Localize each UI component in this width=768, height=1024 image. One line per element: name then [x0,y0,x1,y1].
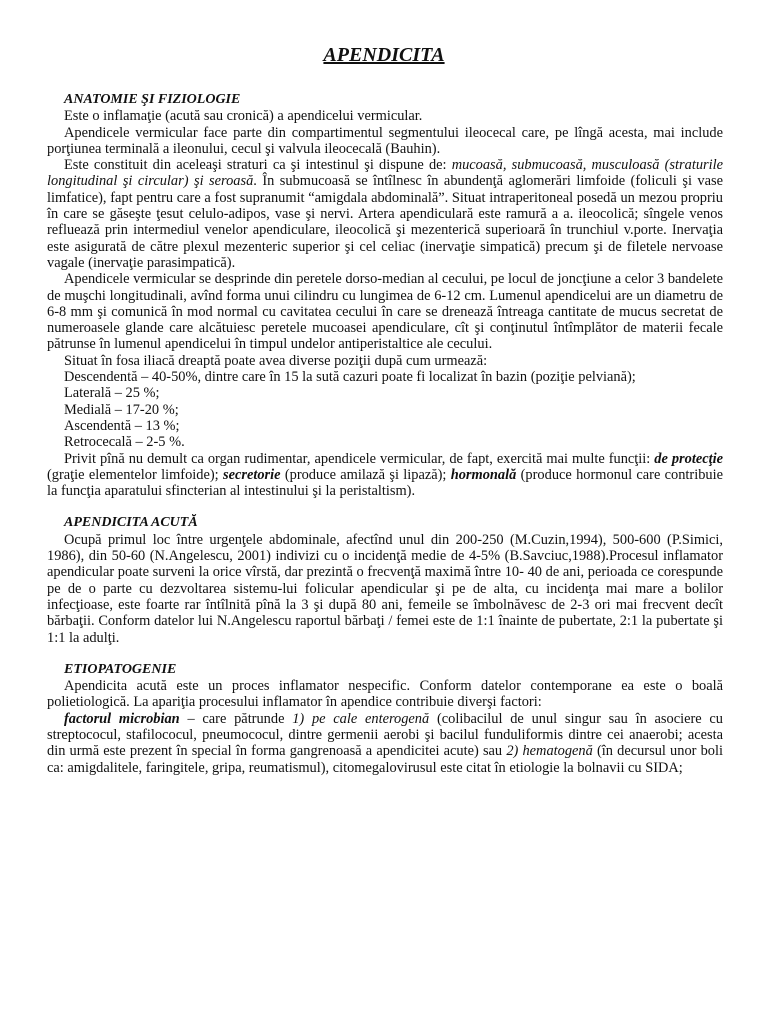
position-item: Laterală – 25 %; [64,385,160,402]
section-heading-anatomie: ANATOMIE ŞI FIZIOLOGIE [64,92,241,107]
emphasis-text: 1) pe cale enterogenă [292,710,430,727]
spacer [47,499,723,515]
paragraph: Este o inflamaţie (acută sau cronică) a apendicelui vermicular. [64,108,423,125]
emphasis-text: 2) hematogenă [506,743,593,760]
section-heading-etiopatogenie: ETIOPATOGENIE [64,661,177,677]
position-item: Ascendentă – 13 %; [64,417,180,434]
paragraph: Privit pînă nu demult ca organ rudimentar, apendicele vermicular, de fapt, exercită mai multe funcţii: de protecţie (graţie elementelor limfoide); secretorie (produce amilază şi lipază); hormonală (produce hormonul care contribuie la funcţia aparatului sfincterian al intestinului şi la peristaltism). [47,450,724,500]
emphasis-text: hormonală [450,466,517,483]
emphasis-text: factorul microbian [64,710,180,727]
paragraph: Ocupă primul loc între urgenţele abdominale, afectînd unul din 200-250 (M.Cuzin,1994), 500-600 (P.Simici, 1986), din 50-60 (N.Angelescu, 2001) indivizi cu o incidenţă medie de 4-5% (B.Savciuc,1988).Procesul inflamator apendicular poate surveni la orice vîrstă, dar prezintă o frecvenţă maximă între 10- 40 de ani, perioada ce corespunde pe de o parte cu dezvoltarea sistemu-lui folicular apendicular şi pe de alta, cu incidenţa mai mare a bolilor infecţioase, este foarte rar întîlnită pînă la 3 şi după 80 ani, femeile se îmbolnăvesc de 2-3 ori mai frecvent decît bărbaţii. Conform datelor lui N.Angelescu raportul bărbaţi / femei este de 1:1 înainte de pubertate, 2:1 la pubertate şi 1:1 la adulţi. [47,531,723,646]
paragraph: factorul microbian – care pătrunde 1) pe cale enterogenă (colibacilul de unul singur sau în asociere cu streptococul, stafilococul, pneumococul, dintre germenii aerobi şi bacilul funduliformis dintre cei anaerobi; acesta din urmă este prezent în special în forma gangrenoasă a apendicitei acute) sau 2) hematogenă (în decursul unor boli ca: amigdalitele, faringitele, gripa, reumatismul), citomegalovirusul este citat în etiologie la bolnavii cu SIDA; [47,710,723,776]
paragraph: Apendicele vermicular se desprinde din peretele dorso-median al cecului, pe locul de joncţiune a celor 3 bandelete de muşchi longitudinali, avînd forma unui cilindru cu lungimea de 6-12 cm. Lumenul apendicelui are un diametru de 6-8 mm şi comunică în mod normal cu cavitatea cecului în care se drenează întreaga cantitate de mucus secretat de numeroasele glande care alcătuiesc peretele mucoasei apendiculare, cît şi conţinutul întîmplător de materii fecale pătrunse în lumenul apendicelui în timpul undelor antiperistaltice ale cecului. [47,271,723,353]
paragraph: Situat în fosa iliacă dreaptă poate avea diverse poziţii după cum urmează: [64,352,488,369]
section-heading-acuta: APENDICITA ACUTĂ [64,515,198,531]
position-item: Retrocecală – 2-5 %. [64,434,185,451]
emphasis-text: mucoasă, submucoasă, musculoasă (straturile longitudinal şi circular) şi seroasă [47,157,723,190]
paragraph: Apendicele vermicular face parte din compartimentul segmentului ileocecal care, pe lîngă acesta, mai include porţiunea terminală a ileonului, cecul şi valvula ileocecală (Bauhin). [47,124,723,157]
document-body [47,92,723,776]
spacer [47,646,723,662]
paragraph: Este constituit din aceleaşi straturi ca şi intestinul şi dispune de: mucoasă, submucoasă, musculoasă (straturile longitudinal şi circular) şi seroasă. În submucoasă se întîlnesc în abundenţă aglomerări limfoide (foliculi şi vase limfatice), fapt pentru care a fost supranumit “amigdala abdominală”. Situat intraperitoneal posedă un mezou propriu în care se găseşte ţesut celulo-adipos, vase şi nervi. Artera apendiculară este ramură a a. ileocolică; sîngele venos refluează prin intermediul venelor apendiculare, ileocolică şi mezenterică superioară în trunchiul v.porte. Inervaţia este asigurată de către plexul mezenteric superior şi cel celiac (inervaţie simpatică) precum şi de filetele nervoase vagale (inervaţie parasimpatică). [47,157,723,271]
position-item: Descendentă – 40-50%, dintre care în 15 la sută cazuri poate fi localizat în bazin (poziţie pelviană); [64,369,636,386]
position-item: Medială – 17-20 %; [64,401,179,418]
paragraph: Apendicita acută este un proces inflamator nespecific. Conform datelor contemporane ea este o boală polietiologică. La apariţia procesului inflamator în apendice contribuie diverşi factori: [47,678,723,711]
document-title: APENDICITA [323,44,445,66]
emphasis-text: de protecţie [654,450,724,467]
emphasis-text: secretorie [222,466,281,483]
